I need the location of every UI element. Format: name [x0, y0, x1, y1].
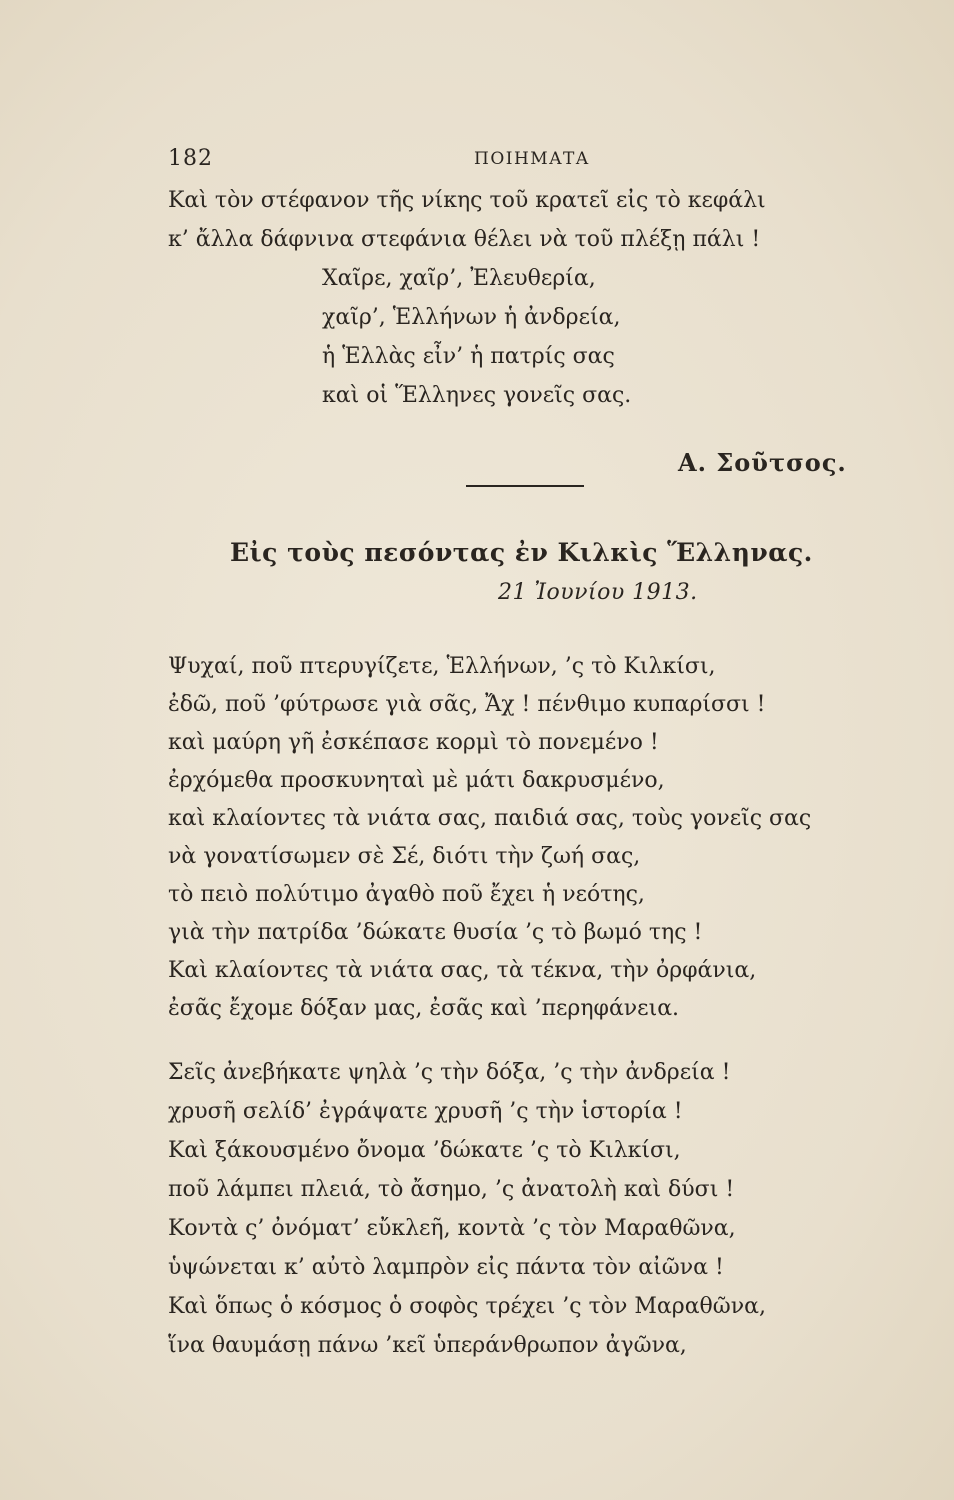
page-header	[168, 146, 868, 176]
verse-line: ποῦ λάμπει πλειά, τὸ ἄσημο, ’ς ἀνατολὴ καὶ δύσι !	[168, 1177, 735, 1202]
author-signature: Α. Σοῦτσος.	[678, 448, 847, 477]
verse-line: Χαῖρε, χαῖρ’, Ἐλευθερία,	[322, 266, 596, 291]
verse-line: Καὶ κλαίοντες τὰ νιάτα σας, τὰ τέκνα, τὴν ὀρφάνια,	[168, 958, 757, 983]
verse-line: καὶ οἱ Ἕλληνες γονεῖς σας.	[322, 383, 632, 408]
verse-line: ἐδῶ, ποῦ ’φύτρωσε γιὰ σᾶς, Ἄχ ! πένθιμο κυπαρίσσι !	[168, 692, 766, 717]
section-divider	[466, 485, 584, 487]
verse-line: ἡ Ἑλλὰς εἶν’ ἡ πατρίς σας	[322, 344, 615, 369]
verse-line: καὶ μαύρη γῆ ἐσκέπασε κορμὶ τὸ πονεμένο !	[168, 730, 659, 755]
verse-line: ὑψώνεται κ’ αὐτὸ λαμπρὸν εἰς πάντα τὸν αἰῶνα !	[168, 1255, 724, 1280]
verse-line: Καὶ ὅπως ὁ κόσμος ὁ σοφὸς τρέχει ’ς τὸν Μαραθῶνα,	[168, 1294, 766, 1319]
verse-line: Ψυχαί, ποῦ πτερυγίζετε, Ἑλλήνων, ’ς τὸ Κιλκίσι,	[168, 654, 716, 679]
verse-line: ἐσᾶς ἔχομε δόξαν μας, ἐσᾶς καὶ ’περηφάνεια.	[168, 996, 680, 1021]
verse-line: Κοντὰ ς’ ὀνόματ’ εὔκλεῆ, κοντὰ ’ς τὸν Μαραθῶνα,	[168, 1216, 736, 1241]
verse-line: ἐρχόμεθα προσκυνηταὶ μὲ μάτι δακρυσμένο,	[168, 768, 665, 793]
verse-line: τὸ πειὸ πολύτιμο ἀγαθὸ ποῦ ἔχει ἡ νεότης,	[168, 882, 645, 907]
verse-line: Καὶ ξάκουσμένο ὄνομα ’δώκατε ’ς τὸ Κιλκίσι,	[168, 1138, 681, 1163]
poem-date: 21 Ἰουνίου 1913.	[498, 580, 698, 605]
verse-line: Καὶ τὸν στέφανον τῆς νίκης τοῦ κρατεῖ εἰς τὸ κεφάλι	[168, 188, 766, 213]
verse-line: νὰ γονατίσωμεν σὲ Σέ, διότι τὴν ζωή σας,	[168, 844, 641, 869]
verse-line: καὶ κλαίοντες τὰ νιάτα σας, παιδιά σας, τοὺς γονεῖς σας	[168, 806, 812, 831]
verse-line: κ’ ἄλλα δάφνινα στεφάνια θέλει νὰ τοῦ πλέξῃ πάλι !	[168, 227, 761, 252]
verse-line: γιὰ τὴν πατρίδα ’δώκατε θυσία ’ς τὸ βωμό της !	[168, 920, 703, 945]
page-number: 182	[168, 146, 213, 171]
verse-line: ἵνα θαυμάσῃ πάνω ’κεῖ ὑπεράνθρωπον ἀγῶνα,	[168, 1333, 687, 1358]
verse-line: χρυσῆ σελίδ’ ἐγράψατε χρυσῆ ’ς τὴν ἱστορία !	[168, 1099, 683, 1124]
running-title: ΠΟΙΗΜΑΤΑ	[474, 149, 590, 169]
verse-line: Σεῖς ἀνεβήκατε ψηλὰ ’ς τὴν δόξα, ’ς τὴν ἀνδρεία !	[168, 1060, 731, 1085]
verse-line: χαῖρ’, Ἑλλήνων ἡ ἀνδρεία,	[322, 305, 621, 330]
poem-title: Εἰς τοὺς πεσόντας ἐν Κιλκὶς Ἕλληνας.	[230, 538, 813, 567]
